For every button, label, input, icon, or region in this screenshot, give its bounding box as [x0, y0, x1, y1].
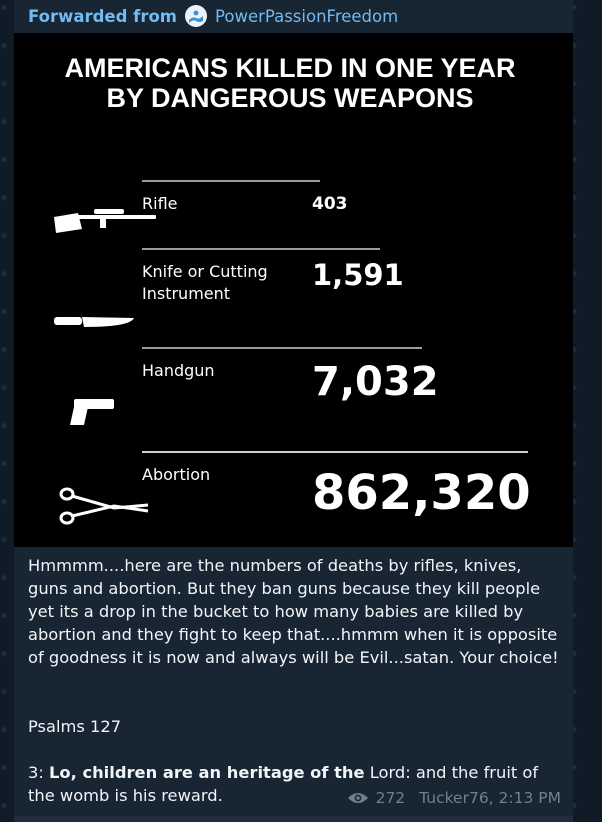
verse-number: 3: — [28, 763, 50, 782]
row-handgun-value: 7,032 — [312, 359, 439, 405]
row-knife-value: 1,591 — [312, 258, 404, 292]
eye-icon — [347, 791, 369, 805]
views-count: 272 — [375, 789, 406, 807]
forwarded-header[interactable] — [28, 4, 398, 28]
row-handgun-label: Handgun — [142, 361, 215, 380]
channel-avatar-icon[interactable] — [185, 5, 207, 27]
row-rifle-value: 403 — [312, 194, 348, 214]
next-message-edge — [14, 816, 573, 822]
caption-paragraph: Hmmmm....here are the numbers of deaths by rifles, knives, guns and abortion. But they ban guns because they kill people yet its a drop in the bucket to how many babies are killed by abortion and they fight to keep that....hmmm when it is opposite of goodness it is now and always will be Evil...satan. Your choice! — [28, 556, 559, 667]
message-caption — [28, 554, 560, 807]
forwarded-channel-link[interactable]: PowerPassionFreedom — [215, 6, 399, 26]
message-bubble[interactable] — [14, 0, 573, 822]
caption-psalm-ref: Psalms 127 — [28, 717, 122, 736]
infographic-title-line2: BY DANGEROUS WEAPONS — [106, 83, 474, 113]
views-counter — [347, 789, 406, 807]
forwarded-label: Forwarded from — [28, 6, 177, 26]
infographic-image[interactable] — [14, 33, 573, 547]
message-meta — [347, 789, 561, 807]
verse-rest-text: Lord: and the fruit of the womb is his reward. — [28, 763, 539, 805]
row-abortion-label: Abortion — [142, 465, 211, 484]
author-timestamp: Tucker76, 2:13 PM — [419, 789, 561, 807]
row-knife-label-line2: Instrument — [142, 284, 231, 303]
row-rifle-label: Rifle — [142, 194, 178, 213]
infographic-title-line1: AMERICANS KILLED IN ONE YEAR — [64, 53, 516, 83]
row-abortion-value: 862,320 — [312, 465, 531, 521]
verse-bold-text: Lo, children are an heritage of the — [49, 763, 365, 782]
row-knife-label: Knife or Cutting — [142, 262, 268, 281]
